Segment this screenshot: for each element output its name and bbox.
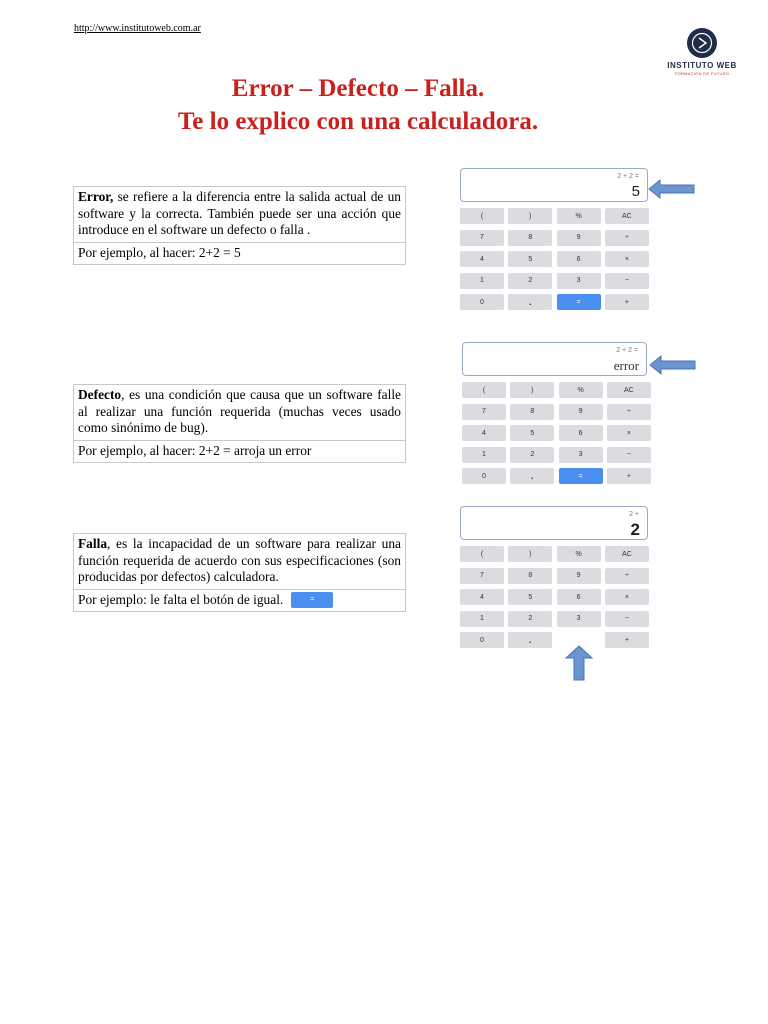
calculator-key[interactable]: AC [605, 546, 649, 562]
calculator-key[interactable]: 6 [557, 589, 601, 605]
calculator-key[interactable]: 8 [508, 230, 552, 246]
calculator-key[interactable]: 3 [557, 611, 601, 627]
calculator-key[interactable]: + [607, 468, 651, 484]
calculator-key[interactable]: AC [607, 382, 651, 398]
logo [660, 28, 744, 76]
calculator-key[interactable]: . [508, 294, 552, 310]
calculator-key[interactable]: × [605, 251, 649, 267]
term-failure: Falla [78, 536, 108, 551]
calculator-key[interactable]: 0 [462, 468, 506, 484]
page-title-line1: Error – Defecto – Falla. [231, 75, 485, 102]
left-arrow-icon [649, 354, 697, 376]
calculator-key[interactable]: 8 [510, 404, 554, 420]
equals-key[interactable]: = [559, 468, 603, 484]
calculator-key[interactable]: 2 [510, 447, 554, 463]
calculator-key[interactable]: 9 [557, 230, 601, 246]
defect-definition [74, 385, 405, 440]
calculator-key[interactable]: 7 [460, 230, 504, 246]
calculator-key[interactable]: % [559, 382, 603, 398]
calculator-expression: 2 + [629, 511, 639, 518]
defect-text: , es una condición que causa que un software falle al realizar una función requerida (muchas veces usado como sinónimo de bug). [78, 387, 401, 435]
calculator-result: error [613, 358, 639, 373]
term-error: Error, [78, 189, 114, 204]
calculator-key[interactable]: . [510, 468, 554, 484]
calculator-key[interactable]: 4 [460, 589, 504, 605]
calculator-key[interactable]: × [605, 589, 649, 605]
calculator-key[interactable]: 0 [460, 294, 504, 310]
calculator-key[interactable]: 4 [462, 425, 506, 441]
up-arrow-icon [565, 645, 593, 681]
calculator-key[interactable]: % [557, 208, 601, 224]
calculator-key[interactable]: . [508, 632, 552, 648]
play-icon [687, 28, 717, 58]
error-example: Por ejemplo, al hacer: 2+2 = 5 [74, 242, 405, 265]
calculator-key[interactable]: ) [508, 546, 552, 562]
calculator-key[interactable]: 1 [460, 273, 504, 289]
equals-key[interactable]: = [557, 294, 601, 310]
calculator-key[interactable]: ) [510, 382, 554, 398]
term-defect: Defecto [78, 387, 122, 402]
calculator-key[interactable]: ÷ [605, 230, 649, 246]
calculator-display [460, 168, 648, 202]
calculator-key[interactable]: 7 [460, 568, 504, 584]
calculator-key[interactable]: 6 [557, 251, 601, 267]
logo-tagline: FORMACIÓN DE FUTURO [674, 71, 730, 76]
calculator-expression: 2 + 2 = [617, 173, 639, 180]
calculator-result: 2 [630, 520, 640, 539]
calculator-key[interactable]: 5 [508, 251, 552, 267]
calculator-expression: 2 + 2 = [616, 347, 638, 354]
failure-example-text: Por ejemplo: le falta el botón de igual. [78, 591, 284, 607]
calculator-key[interactable]: − [605, 611, 649, 627]
calculator-key[interactable]: 7 [462, 404, 506, 420]
failure-example [74, 589, 405, 612]
calculator-key[interactable]: AC [605, 208, 649, 224]
defect-definition-box [73, 384, 406, 463]
calculator-key[interactable]: 3 [559, 447, 603, 463]
calculator-display [460, 506, 648, 540]
logo-name: INSTITUTO WEB [667, 61, 737, 70]
calculator-key[interactable]: ( [460, 546, 504, 562]
header-url[interactable]: http://www.institutoweb.com.ar [74, 23, 201, 34]
failure-definition [74, 534, 405, 589]
calculator-key[interactable]: 1 [460, 611, 504, 627]
calculator-key[interactable]: 0 [460, 632, 504, 648]
calculator-key[interactable]: × [607, 425, 651, 441]
calculator-key[interactable]: 2 [508, 273, 552, 289]
error-definition [74, 187, 405, 242]
error-definition-box [73, 186, 406, 265]
page-title-line2: Te lo explico con una calculadora. [177, 108, 539, 135]
calculator-key[interactable]: ÷ [607, 404, 651, 420]
calculator-display [462, 342, 647, 376]
equals-button-sample: = [291, 592, 333, 608]
calculator-key[interactable]: 1 [462, 447, 506, 463]
calculator-key[interactable]: % [557, 546, 601, 562]
calculator-key[interactable]: 5 [510, 425, 554, 441]
defect-example: Por ejemplo, al hacer: 2+2 = arroja un error [74, 440, 405, 463]
calculator-key[interactable]: − [605, 273, 649, 289]
calculator-key[interactable]: 9 [559, 404, 603, 420]
calculator-key[interactable]: 2 [508, 611, 552, 627]
calculator-key[interactable]: 5 [508, 589, 552, 605]
calculator-key[interactable]: 6 [559, 425, 603, 441]
left-arrow-icon [648, 178, 696, 200]
error-text: se refiere a la diferencia entre la salida actual de un software y la correcta. También puede ser una acción que introduce en el software un defecto o falla . [78, 189, 401, 237]
failure-text: , es la incapacidad de un software para realizar una función requerida de acuerdo con sus especificaciones (son producidas por defectos) calculadora. [78, 536, 401, 584]
calculator-key[interactable]: ÷ [605, 568, 649, 584]
failure-definition-box [73, 533, 406, 612]
calculator-key[interactable]: ( [460, 208, 504, 224]
calculator-key[interactable]: 9 [557, 568, 601, 584]
calculator-key[interactable]: 8 [508, 568, 552, 584]
calculator-key[interactable]: 4 [460, 251, 504, 267]
calculator-key[interactable]: + [605, 294, 649, 310]
calculator-key[interactable]: ( [462, 382, 506, 398]
calculator-key[interactable]: − [607, 447, 651, 463]
calculator-key[interactable]: 3 [557, 273, 601, 289]
calculator-key[interactable]: ) [508, 208, 552, 224]
calculator-key[interactable]: + [605, 632, 649, 648]
calculator-result: 5 [631, 183, 640, 200]
